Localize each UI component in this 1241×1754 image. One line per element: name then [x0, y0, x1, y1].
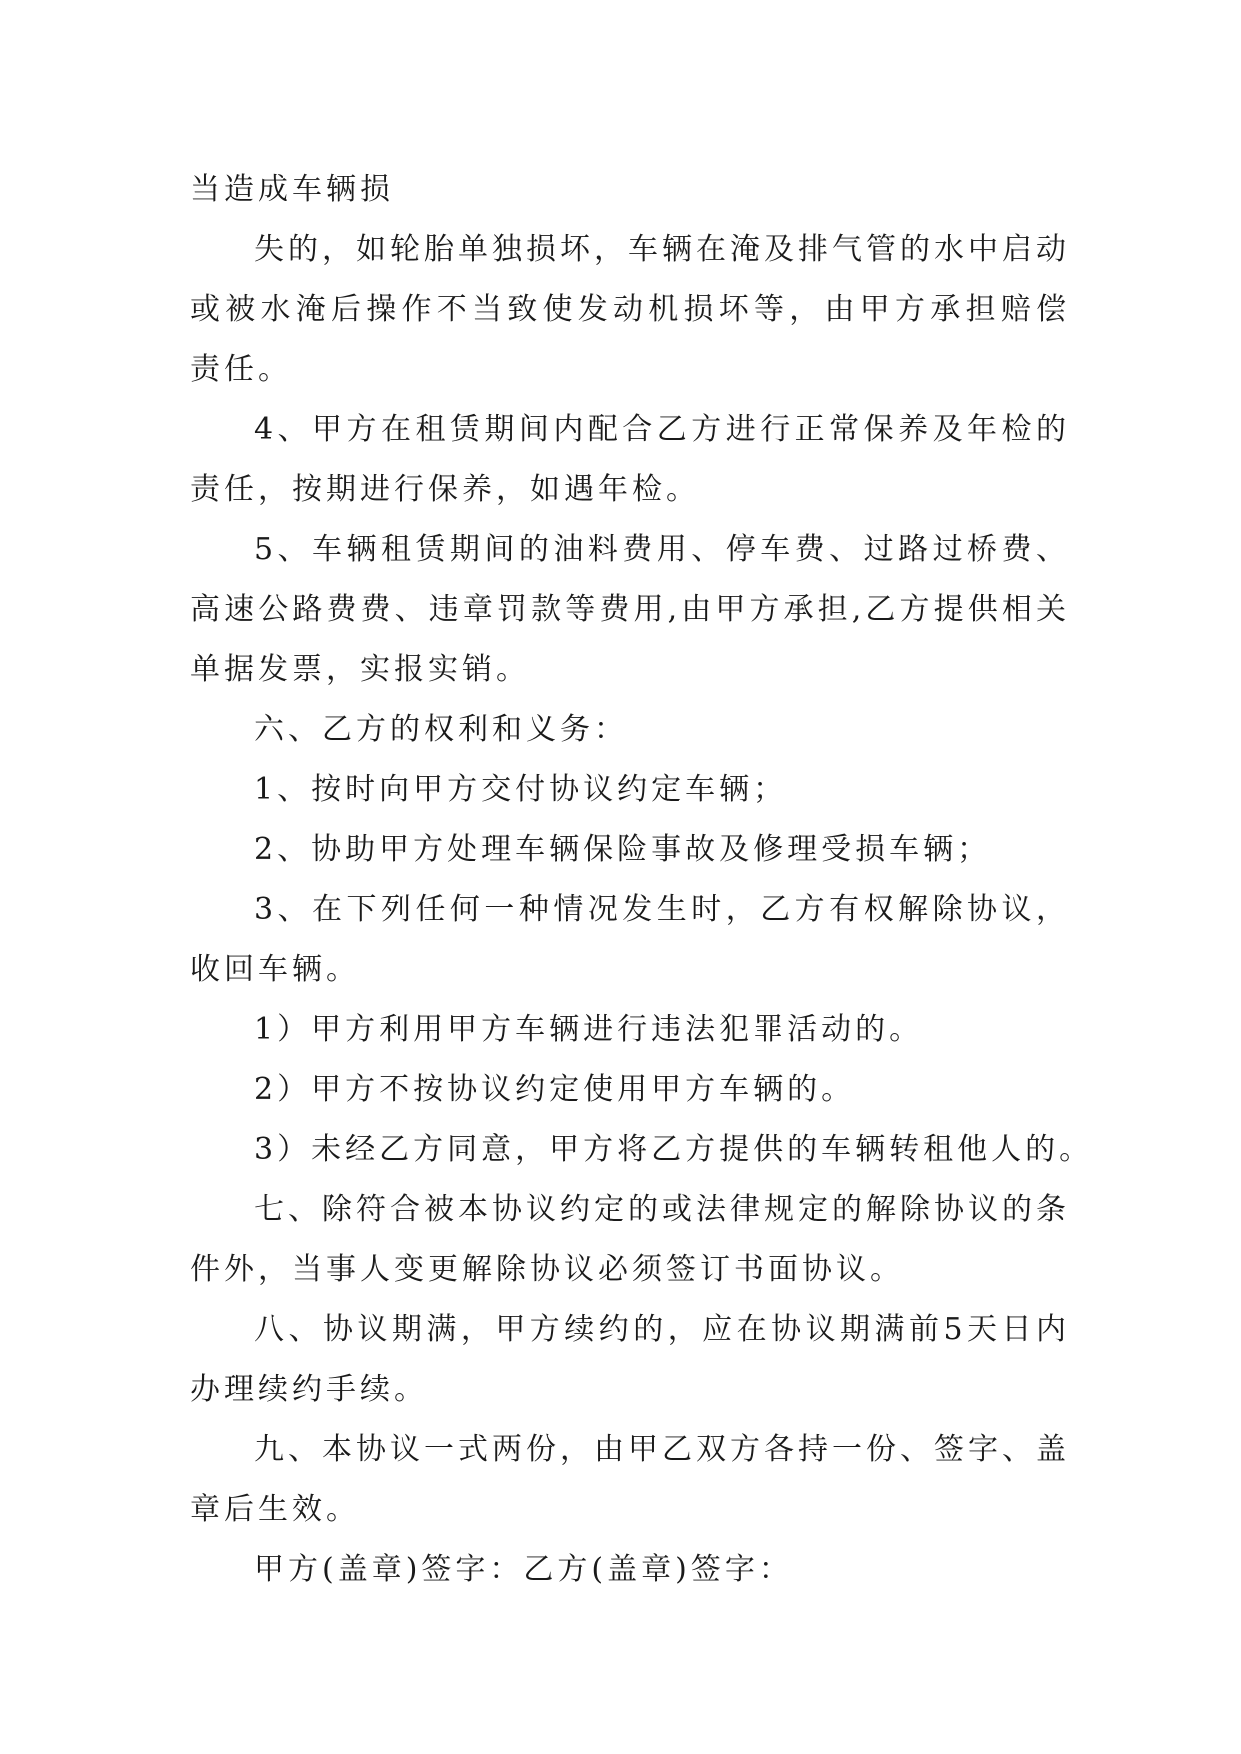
- paragraph-b-item-1: 1、按时向甲方交付协议约定车辆；: [254, 772, 788, 807]
- paragraph-continued: 当造成车辆损: [190, 172, 394, 207]
- document-body: [190, 160, 1094, 1600]
- signature-line: 甲方(盖章)签字：乙方(盖章)签字：: [254, 1552, 793, 1587]
- paragraph-sub-item-3: 3）未经乙方同意，甲方将乙方提供的车辆转租他人的。: [254, 1132, 1094, 1167]
- paragraph-item-5-expenses: 5、车辆租赁期间的油料费用、停车费、过路过桥费、高速公路费费、违章罚款等费用,由甲方承担,乙方提供相关单据发票，实报实销。: [190, 532, 1070, 687]
- paragraph-b-item-2: 2、协助甲方处理车辆保险事故及修理受损车辆；: [254, 832, 992, 867]
- paragraph-item-4-maintenance: 4、甲方在租赁期间内配合乙方进行正常保养及年检的责任，按期进行保养，如遇年检。: [190, 412, 1070, 507]
- paragraph-b-item-3: 3、在下列任何一种情况发生时，乙方有权解除协议，收回车辆。: [190, 892, 1070, 987]
- paragraph-sub-item-2: 2）甲方不按协议约定使用甲方车辆的。: [254, 1072, 856, 1107]
- section-eight-renewal: 八、协议期满，甲方续约的，应在协议期满前5天日内办理续约手续。: [190, 1312, 1070, 1407]
- section-heading-party-b-rights: 六、乙方的权利和义务：: [254, 712, 628, 747]
- paragraph-damage-liability: 失的，如轮胎单独损坏，车辆在淹及排气管的水中启动或被水淹后操作不当致使发动机损坏等，由甲方承担赔偿责任。: [190, 232, 1070, 387]
- section-nine-copies: 九、本协议一式两份，由甲乙双方各持一份、签字、盖章后生效。: [190, 1432, 1070, 1527]
- paragraph-sub-item-1: 1）甲方利用甲方车辆进行违法犯罪活动的。: [254, 1012, 924, 1047]
- section-seven-termination: 七、除符合被本协议约定的或法律规定的解除协议的条件外，当事人变更解除协议必须签订书面协议。: [190, 1192, 1070, 1287]
